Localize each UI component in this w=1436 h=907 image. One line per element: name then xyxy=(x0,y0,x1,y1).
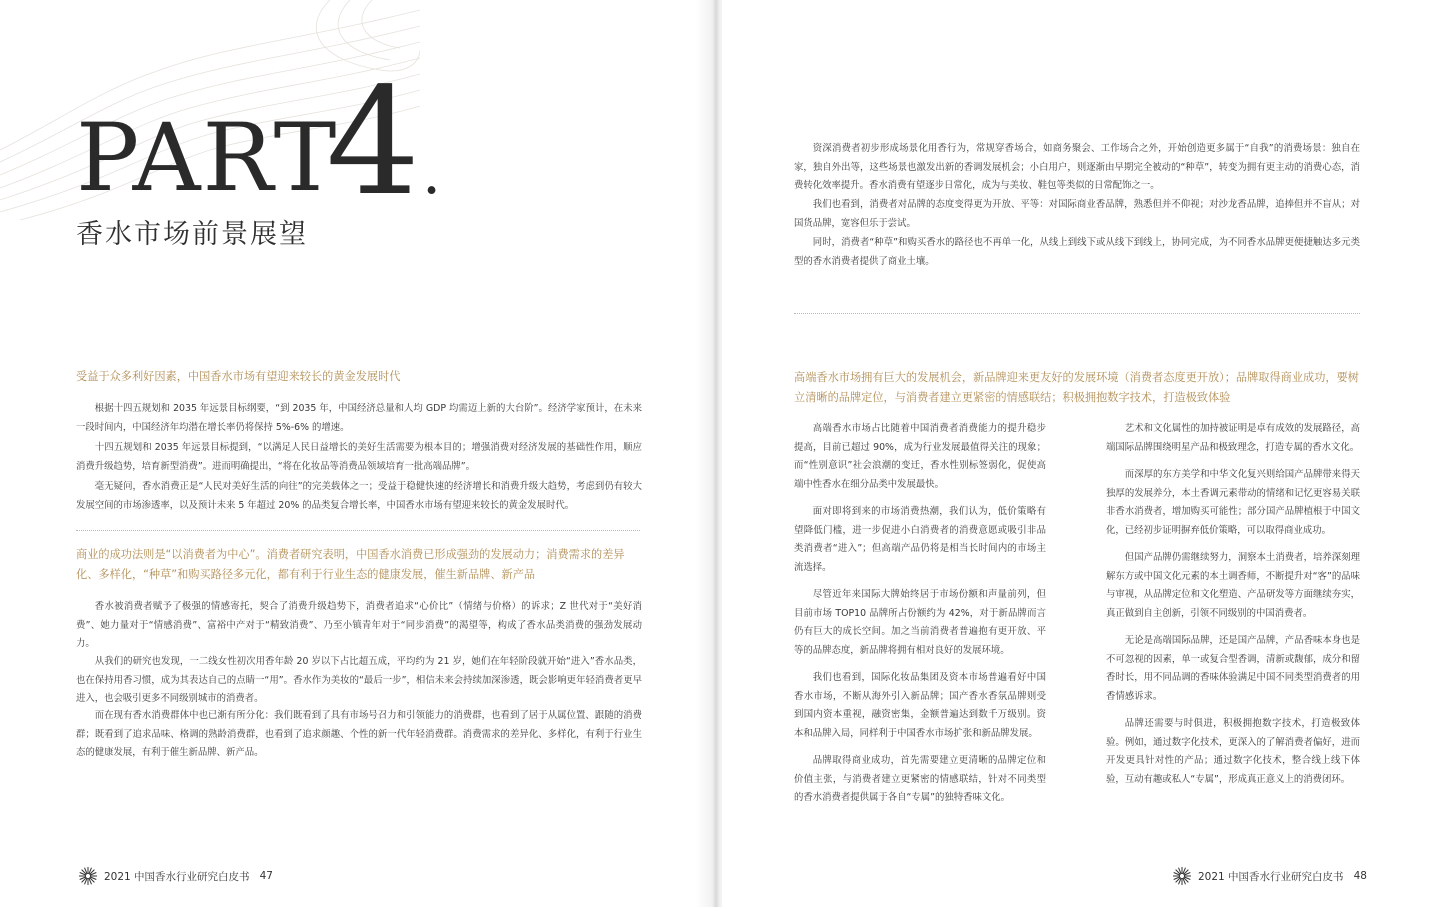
section-heading-1: 受益于众多利好因素，中国香水市场有望迎来较长的黄金发展时代 xyxy=(76,370,401,383)
part-dot: . xyxy=(422,138,442,208)
column-left xyxy=(794,420,1046,817)
paragraph: 艺术和文化属性的加持被证明是卓有成效的发展路径，高端国际品牌围绕明星产品和极致理念，打造专属的香水文化。 xyxy=(1106,423,1360,453)
footer xyxy=(78,866,273,886)
paragraph: 高端香水市场占比随着中国消费者消费能力的提升稳步提高，目前已超过 90%，成为行业发展最值得关注的现象；而“性别意识”社会浪潮的变迁，香水性别标签弱化，促使高端中性香水在细分品类中发展最快。 xyxy=(794,423,1046,490)
paragraph: 香水被消费者赋予了极强的情感寄托，契合了消费升级趋势下，消费者追求“心价比”（情绪与价格）的诉求；Z 世代对于“美好消费”、她力量对于“情感消费”、富裕中产对于“精致消费”、乃至小镇青年对于“同步消费”的渴望等，构成了香水品类消费的强劲发展动力。 xyxy=(76,601,642,649)
paragraph: 面对即将到来的市场消费热潮，我们认为，低价策略有望降低门槛，进一步促进小白消费者的消费意愿或吸引非品类消费者“进入”；但高端产品仍将是相当长时间内的市场主流选择。 xyxy=(794,506,1046,573)
starburst-logo-icon xyxy=(78,866,98,886)
starburst-logo-icon xyxy=(1172,866,1192,886)
divider xyxy=(76,530,640,531)
footer xyxy=(1172,866,1367,886)
footer-title: 2021 中国香水行业研究白皮书 xyxy=(1198,870,1344,883)
chapter-title: 香水市场前景展望 xyxy=(76,219,308,250)
paragraph: 从我们的研究也发现，一二线女性初次用香年龄 20 岁以下占比超五成，平均约为 21 岁，她们在年轻阶段就开始“进入”香水品类，也在保持用香习惯，成为其表达自己的点睛一“用”。香水作为美妆的“最后一步”，相信未来会持续加深渗透，既会影响更年轻消费者更早进入，也会吸引更多不同级别城市的消费者。 xyxy=(76,656,642,704)
paragraph: 但国产品牌仍需继续努力，洞察本土消费者，培养深刻理解东方或中国文化元素的本土调香师，不断提升对“客”的品味与审视，从品牌定位和文化塑造、产品研发等方面继续夯实，真正做到自主创新，引领不同级别的中国消费者。 xyxy=(1106,552,1360,619)
paragraph: 我们也看到，国际化妆品集团及资本市场普遍看好中国香水市场，不断从海外引入新品牌；国产香水香氛品牌则受到国内资本重视，融资密集，金额普遍达到数千万级别。资本和品牌入局，同样利于中国香水市场扩张和新品牌发展。 xyxy=(794,672,1046,739)
page-number: 47 xyxy=(259,870,273,882)
section-heading-3: 高端香水市场拥有巨大的发展机会，新品牌迎来更友好的发展环境（消费者态度更开放）；品牌取得商业成功，要树立清晰的品牌定位，与消费者建立更紧密的情感联结；积极拥抱数字技术，打造极致体验 xyxy=(794,371,1359,404)
paragraph: 同时，消费者“种草”和购买香水的路径也不再单一化，从线上到线下或从线下到线上，协同完成，为不同香水品牌更便捷触达多元类型的香水消费者提供了商业土壤。 xyxy=(794,237,1360,267)
paragraph: 品牌还需要与时俱进，积极拥抱数字技术，打造极致体验。例如，通过数字化技术，更深入的了解消费者偏好，进而开发更具针对性的产品；通过数字化技术，整合线上线下体验，互动有趣或私人“专属”，形成真正意义上的消费闭环。 xyxy=(1106,718,1360,785)
left-page xyxy=(0,0,716,907)
paragraph: 毫无疑问，香水消费正是“人民对美好生活的向往”的完美载体之一；受益于稳健快速的经济增长和消费升级大趋势，考虑到仍有较大发展空间的市场渗透率，以及预计未来 5 年超过 20% 的品类复合增长率，中国香水市场有望迎来较长的黄金发展时代。 xyxy=(76,481,642,511)
part-number: 4 xyxy=(326,56,421,228)
right-page xyxy=(722,0,1436,907)
paragraph: 资深消费者初步形成场景化用香行为，常规穿香场合，如商务聚会、工作场合之外，开始创造更多属于“自我”的消费场景：独自在家，独自外出等，这些场景也激发出新的香调发展机会；小白用户，则逐渐由早期完全被动的“种草”，转变为拥有更主动的消费心态，消费转化效率提升。香水消费有望逐步日常化，成为与美妆、鞋包等类似的日常配饰之一。 xyxy=(794,143,1360,191)
paragraph: 尽管近年来国际大牌始终居于市场份额和声量前列，但目前市场 TOP10 品牌所占份额约为 42%，对于新品牌而言仍有巨大的成长空间。加之当前消费者普遍抱有更开放、平等的品牌态度，新品牌将拥有相对良好的发展环境。 xyxy=(794,589,1046,656)
section-heading-2: 商业的成功法则是“以消费者为中心”。消费者研究表明，中国香水消费已形成强劲的发展动力；消费需求的差异化、多样化，“种草”和购买路径多元化，都有利于行业生态的健康发展，催生新品牌、新产品 xyxy=(76,548,625,581)
column-right xyxy=(1106,420,1360,798)
paragraph: 根据十四五规划和 2035 年远景目标纲要，“到 2035 年，中国经济总量和人均 GDP 均需迈上新的大台阶”。经济学家预计，在未来一段时间内，中国经济年均潜在增长率仍将保持 5%-6% 的增速。 xyxy=(76,403,642,433)
paragraph: 无论是高端国际品牌，还是国产品牌，产品香味本身也是不可忽视的因素，单一或复合型香调，清新或馥郁，成分和留香时长，用不同品调的香味体验满足中国不同类型消费者的用香情感诉求。 xyxy=(1106,635,1360,702)
paragraph: 十四五规划和 2035 年远景目标提到，“以满足人民日益增长的美好生活需要为根本目的；增强消费对经济发展的基础性作用，顺应消费升级趋势，培育新型消费”。进而明确提出，“将在化妆品等消费品领域培育一批高端品牌”。 xyxy=(76,442,642,472)
divider xyxy=(794,313,1360,314)
paragraph: 而在现有香水消费群体中也已渐有所分化：我们既看到了具有市场号召力和引领能力的消费群，也看到了居于从属位置、跟随的消费群；既看到了追求品味、格调的熟龄消费群，也看到了追求颜趣、个性的新一代年轻消费群。消费需求的差异化、多样化，有利于行业生态的健康发展，有利于催生新品牌、新产品。 xyxy=(76,710,642,758)
paragraph: 我们也看到，消费者对品牌的态度变得更为开放、平等：对国际商业香品牌，熟悉但并不仰视；对沙龙香品牌，追捧但并不盲从；对国货品牌，宽容但乐于尝试。 xyxy=(794,199,1360,229)
part-label: PART xyxy=(76,104,339,213)
paragraph: 品牌取得商业成功，首先需要建立更清晰的品牌定位和价值主张，与消费者建立更紧密的情感联结，针对不同类型的香水消费者提供属于各自“专属”的独特香味文化。 xyxy=(794,755,1046,803)
footer-title: 2021 中国香水行业研究白皮书 xyxy=(104,870,250,883)
paragraph: 而深厚的东方美学和中华文化复兴则给国产品牌带来得天独厚的发展养分，本土香调元素带动的情绪和记忆更容易关联非香水消费者，增加购买可能性；部分国产品牌植根于中国文化，已经初步证明摒弃低价策略，可以取得商业成功。 xyxy=(1106,469,1360,536)
page-number: 48 xyxy=(1353,870,1367,882)
